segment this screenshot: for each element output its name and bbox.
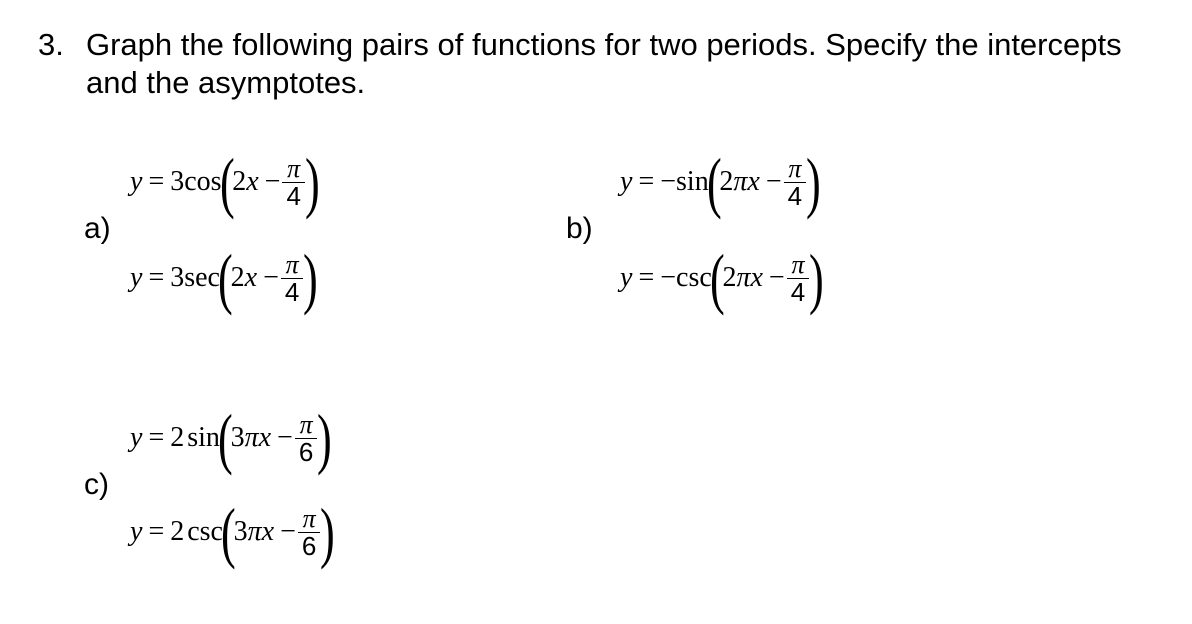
eq-coef: 2 [170, 422, 185, 453]
eq-inner-coef: 2 [230, 262, 245, 293]
fraction-numerator: π [299, 409, 313, 439]
eq-minus: − [768, 262, 785, 293]
fraction-denominator: 4 [286, 180, 301, 211]
fraction-denominator: 4 [284, 276, 300, 307]
eq-lhs: y [130, 262, 143, 293]
eq-minus: − [264, 166, 281, 197]
eq-func: csc [676, 262, 712, 293]
eq-coef: 2 [170, 516, 185, 547]
equation-b1 [620, 144, 821, 220]
fraction-denominator: 4 [787, 180, 803, 211]
left-paren: ( [217, 400, 233, 476]
eq-lhs: y [620, 166, 633, 197]
fraction [281, 249, 303, 307]
part-c-label: c) [84, 468, 109, 501]
part-b-label: b) [566, 212, 593, 245]
eq-equals: = [148, 262, 165, 293]
eq-inner-coef: 2 [719, 166, 734, 197]
fraction-numerator: π [791, 249, 805, 279]
left-paren: ( [709, 240, 725, 316]
fraction-numerator: π [302, 503, 316, 533]
eq-var: πx [733, 166, 760, 197]
right-paren: ) [320, 494, 336, 570]
eq-coef: − [660, 166, 677, 197]
eq-equals: = [148, 422, 165, 453]
fraction-numerator: π [788, 153, 802, 183]
eq-lhs: y [620, 262, 633, 293]
eq-func: cos [184, 166, 222, 197]
fraction-denominator: 6 [301, 530, 317, 561]
equation-c2 [130, 494, 336, 570]
eq-lhs: y [130, 422, 143, 453]
eq-minus: − [263, 262, 279, 293]
eq-lhs: y [130, 166, 143, 197]
eq-var: πx [736, 262, 763, 293]
eq-var: x [244, 262, 258, 293]
eq-inner-coef: 3 [230, 422, 245, 453]
eq-minus: − [280, 516, 296, 547]
eq-lhs: y [130, 516, 143, 547]
equation-a2 [130, 240, 319, 316]
fraction-numerator: π [285, 249, 299, 279]
right-paren: ) [317, 400, 333, 476]
fraction [298, 503, 320, 561]
equation-a1 [130, 144, 320, 220]
fraction [282, 153, 304, 211]
eq-equals: = [638, 262, 655, 293]
left-paren: ( [706, 144, 722, 220]
problem-number: 3. [38, 27, 64, 62]
fraction [295, 409, 317, 467]
right-paren: ) [304, 144, 320, 220]
eq-minus: − [277, 422, 293, 453]
left-paren: ( [220, 494, 236, 570]
equation-c1 [130, 400, 333, 476]
eq-var: πx [247, 516, 275, 547]
left-paren: ( [217, 240, 233, 316]
eq-func: csc [187, 516, 223, 547]
fraction-denominator: 4 [790, 276, 806, 307]
eq-coef: − [660, 262, 677, 293]
right-paren: ) [303, 240, 319, 316]
fraction-denominator: 6 [298, 436, 314, 467]
fraction [784, 153, 806, 211]
eq-equals: = [148, 166, 165, 197]
problem-text: Graph the following pairs of functions for two periods. Specify the intercepts and the asymptotes. [86, 27, 1122, 100]
eq-minus: − [765, 166, 782, 197]
right-paren: ) [809, 240, 824, 316]
eq-coef: 3 [170, 166, 185, 197]
eq-inner-coef: 2 [722, 262, 737, 293]
eq-equals: = [148, 516, 165, 547]
eq-var: x [246, 166, 259, 197]
eq-inner-coef: 3 [233, 516, 248, 547]
eq-func: sin [187, 422, 220, 453]
right-paren: ) [806, 144, 821, 220]
eq-inner-coef: 2 [232, 166, 247, 197]
eq-func: sin [676, 166, 709, 197]
eq-var: πx [244, 422, 272, 453]
fraction-numerator: π [287, 153, 301, 183]
eq-coef: 3 [170, 262, 185, 293]
equation-b2 [620, 240, 824, 316]
eq-equals: = [638, 166, 655, 197]
left-paren: ( [219, 144, 235, 220]
fraction [787, 249, 809, 307]
part-a-label: a) [84, 212, 111, 245]
eq-func: sec [184, 262, 220, 293]
